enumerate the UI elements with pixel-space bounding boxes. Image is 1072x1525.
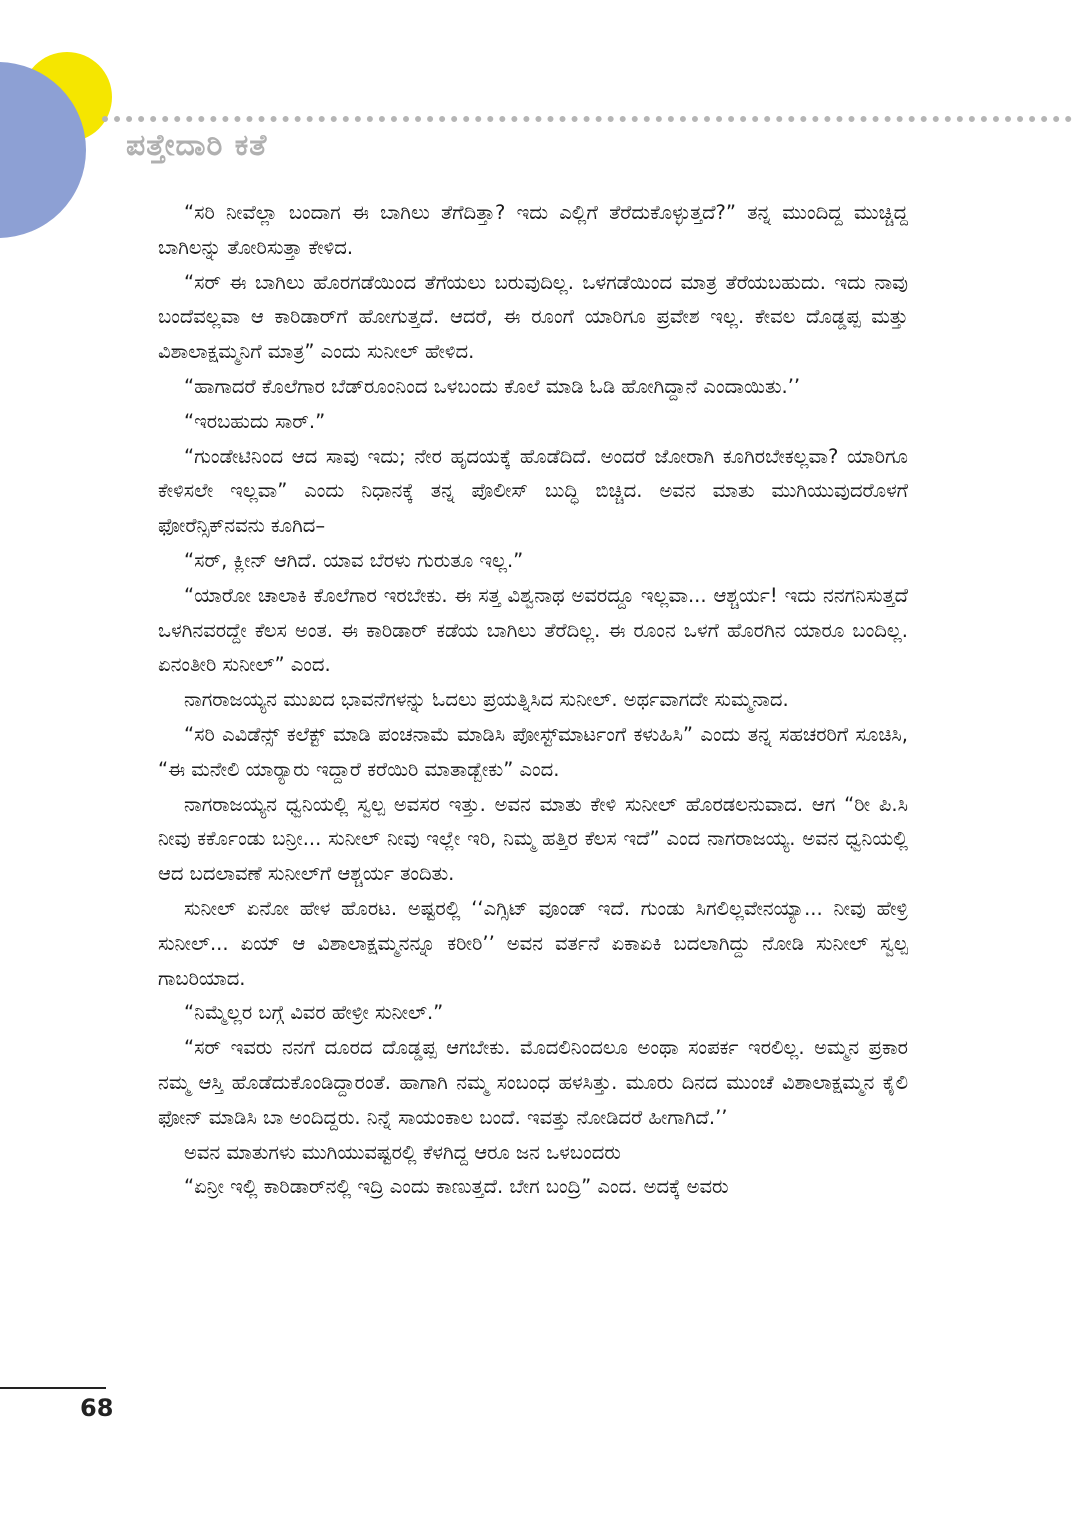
paragraph: “ಏನ್ರೀ ಇಲ್ಲಿ ಕಾರಿಡಾರ್‌ನಲ್ಲಿ ಇದ್ರಿ ಎಂದು ಕಾಣುತ್ತದೆ. ಬೇಗ ಬಂದ್ರಿ” ಎಂದ. ಅದಕ್ಕೆ ಅವರು	[184, 1175, 729, 1199]
footer-rule	[0, 1387, 106, 1389]
paragraph: ಅವನ ಮಾತುಗಳು ಮುಗಿಯುವಷ್ಟರಲ್ಲಿ ಕೆಳಗಿದ್ದ ಆರೂ ಜನ ಒಳಬಂದರು	[184, 1140, 621, 1164]
paragraph: “ಸರ್ ಈ ಬಾಗಿಲು ಹೊರಗಡೆಯಿಂದ ತೆಗೆಯಲು ಬರುವುದಿಲ್ಲ. ಒಳಗಡೆಯಿಂದ ಮಾತ್ರ ತೆರೆಯಬಹುದು. ಇದು ನಾವು ಬಂದೆವಲ್ಲವಾ ಆ ಕಾರಿಡಾರ್‌ಗೆ ಹೋಗುತ್ತದೆ. ಆದರೆ, ಈ ರೂಂಗೆ ಯಾರಿಗೂ ಪ್ರವೇಶ ಇಲ್ಲ. ಕೇವಲ ದೊಡ್ಡಪ್ಪ ಮತ್ತು ವಿಶಾಲಾಕ್ಷಮ್ಮನಿಗೆ ಮಾತ್ರ” ಎಂದು ಸುನೀಲ್ ಹೇಳಿದ.	[158, 270, 908, 364]
paragraph: “ಸರಿ ನೀವೆಲ್ಲಾ ಬಂದಾಗ ಈ ಬಾಗಿಲು ತೆಗೆದಿತ್ತಾ? ಇದು ಎಲ್ಲಿಗೆ ತೆರೆದುಕೊಳ್ಳುತ್ತದೆ?” ತನ್ನ ಮುಂದಿದ್ದ ಮುಚ್ಚಿದ್ದ ಬಾಗಿಲನ್ನು ತೋರಿಸುತ್ತಾ ಕೇಳಿದ.	[158, 201, 908, 259]
paragraph: “ನಿಮ್ಮೆಲ್ಲರ ಬಗ್ಗೆ ವಿವರ ಹೇಳ್ರೀ ಸುನೀಲ್.”	[184, 1001, 444, 1025]
story-body	[158, 196, 908, 1396]
paragraph: “ಸರ್ ಇವರು ನನಗೆ ದೂರದ ದೊಡ್ಡಪ್ಪ ಆಗಬೇಕು. ಮೊದಲಿನಿಂದಲೂ ಅಂಥಾ ಸಂಪರ್ಕ ಇರಲಿಲ್ಲ. ಅಮ್ಮನ ಪ್ರಕಾರ ನಮ್ಮ ಆಸ್ತಿ ಹೊಡೆದುಕೊಂಡಿದ್ದಾರಂತೆ. ಹಾಗಾಗಿ ನಮ್ಮ ಸಂಬಂಧ ಹಳಸಿತ್ತು. ಮೂರು ದಿನದ ಮುಂಚೆ ವಿಶಾಲಾಕ್ಷಮ್ಮನ ಕೈಲಿ ಫೋನ್ ಮಾಡಿಸಿ ಬಾ ಅಂದಿದ್ದರು. ನಿನ್ನೆ ಸಾಯಂಕಾಲ ಬಂದೆ. ಇವತ್ತು ನೋಡಿದರೆ ಹೀಗಾಗಿದೆ.’’	[158, 1036, 908, 1129]
paragraph: ನಾಗರಾಜಯ್ಯನ ಮುಖದ ಭಾವನೆಗಳನ್ನು ಓದಲು ಪ್ರಯತ್ನಿಸಿದ ಸುನೀಲ್. ಅರ್ಥವಾಗದೇ ಸುಮ್ಮನಾದ.	[184, 688, 789, 712]
paragraph: ಸುನೀಲ್ ಏನೋ ಹೇಳ ಹೊರಟ. ಅಷ್ಟರಲ್ಲಿ ‘‘ಎಗ್ಸಿಟ್ ವೂಂಡ್ ಇದೆ. ಗುಂಡು ಸಿಗಲಿಲ್ಲವೇನಯ್ಯಾ... ನೀವು ಹೇಳ್ರಿ ಸುನೀಲ್... ಏಯ್ ಆ ವಿಶಾಲಾಕ್ಷಮ್ಮನನ್ನೂ ಕರೀರಿ’’ ಅವನ ವರ್ತನೆ ಏಕಾಏಕಿ ಬದಲಾಗಿದ್ದು ನೋಡಿ ಸುನೀಲ್ ಸ್ವಲ್ಪ ಗಾಬರಿಯಾದ.	[158, 896, 908, 990]
page-number: 68	[80, 1394, 114, 1422]
paragraph: ನಾಗರಾಜಯ್ಯನ ಧ್ವನಿಯಲ್ಲಿ ಸ್ವಲ್ಪ ಅವಸರ ಇತ್ತು. ಅವನ ಮಾತು ಕೇಳಿ ಸುನೀಲ್ ಹೊರಡಲನುವಾದ. ಆಗ “ರೀ ಪಿ.ಸಿ ನೀವು ಕರ್ಕೊಂಡು ಬನ್ರೀ... ಸುನೀಲ್ ನೀವು ಇಲ್ಲೇ ಇರಿ, ನಿಮ್ಮ ಹತ್ತಿರ ಕೆಲಸ ಇದೆ” ಎಂದ ನಾಗರಾಜಯ್ಯ. ಅವನ ಧ್ವನಿಯಲ್ಲಿ ಆದ ಬದಲಾವಣೆ ಸುನೀಲ್‌ಗೆ ಆಶ್ಚರ್ಯ ತಂದಿತು.	[158, 792, 908, 886]
paragraph: “ಹಾಗಾದರೆ ಕೊಲೆಗಾರ ಬೆಡ್‌ರೂಂನಿಂದ ಒಳಬಂದು ಕೊಲೆ ಮಾಡಿ ಓಡಿ ಹೋಗಿದ್ದಾನೆ ಎಂದಾಯಿತು.’’	[184, 374, 801, 398]
paragraph: “ಸರ್, ಕ್ಲೀನ್ ಆಗಿದೆ. ಯಾವ ಬೆರಳು ಗುರುತೂ ಇಲ್ಲ.”	[184, 548, 524, 572]
paragraph: “ಗುಂಡೇಟಿನಿಂದ ಆದ ಸಾವು ಇದು; ನೇರ ಹೃದಯಕ್ಕೆ ಹೊಡೆದಿದೆ. ಅಂದರೆ ಜೋರಾಗಿ ಕೂಗಿರಬೇಕಲ್ಲವಾ? ಯಾರಿಗೂ ಕೇಳಿಸಲೇ ಇಲ್ಲವಾ” ಎಂದು ನಿಧಾನಕ್ಕೆ ತನ್ನ ಪೊಲೀಸ್ ಬುದ್ಧಿ ಬಿಚ್ಚಿದ. ಅವನ ಮಾತು ಮುಗಿಯುವುದರೊಳಗೆ ಫೋರೆನ್ಸಿಕ್‌ನವನು ಕೂಗಿದ–	[158, 444, 908, 538]
header-dotted-rule	[102, 116, 1072, 122]
paragraph: “ಸರಿ ಎವಿಡೆನ್ಸ್ ಕಲೆಕ್ಟ್ ಮಾಡಿ ಪಂಚನಾಮೆ ಮಾಡಿಸಿ ಪೋಸ್ಟ್‌ಮಾರ್ಟಂಗೆ ಕಳುಹಿಸಿ” ಎಂದು ತನ್ನ ಸಹಚರರಿಗೆ ಸೂಚಿಸಿ, “ಈ ಮನೇಲಿ ಯಾರ್‍ಯಾರು ಇದ್ದಾರೆ ಕರೆಯಿರಿ ಮಾತಾಡ್ಬೇಕು” ಎಂದ.	[158, 722, 908, 781]
paragraph: “ಇರಬಹುದು ಸಾರ್.”	[184, 409, 326, 433]
paragraph: “ಯಾರೋ ಚಾಲಾಕಿ ಕೊಲೆಗಾರ ಇರಬೇಕು. ಈ ಸತ್ತ ವಿಶ್ವನಾಥ ಅವರದ್ದೂ ಇಲ್ಲವಾ... ಆಶ್ಚರ್ಯ! ಇದು ನನಗನಿಸುತ್ತದೆ ಒಳಗಿನವರದ್ದೇ ಕೆಲಸ ಅಂತ. ಈ ಕಾರಿಡಾರ್ ಕಡೆಯ ಬಾಗಿಲು ತೆರೆದಿಲ್ಲ. ಈ ರೂಂನ ಒಳಗೆ ಹೊರಗಿನ ಯಾರೂ ಬಂದಿಲ್ಲ. ಏನಂತೀರಿ ಸುನೀಲ್” ಎಂದ.	[158, 583, 908, 677]
section-title: ಪತ್ತೇದಾರಿ ಕತೆ	[126, 128, 268, 163]
